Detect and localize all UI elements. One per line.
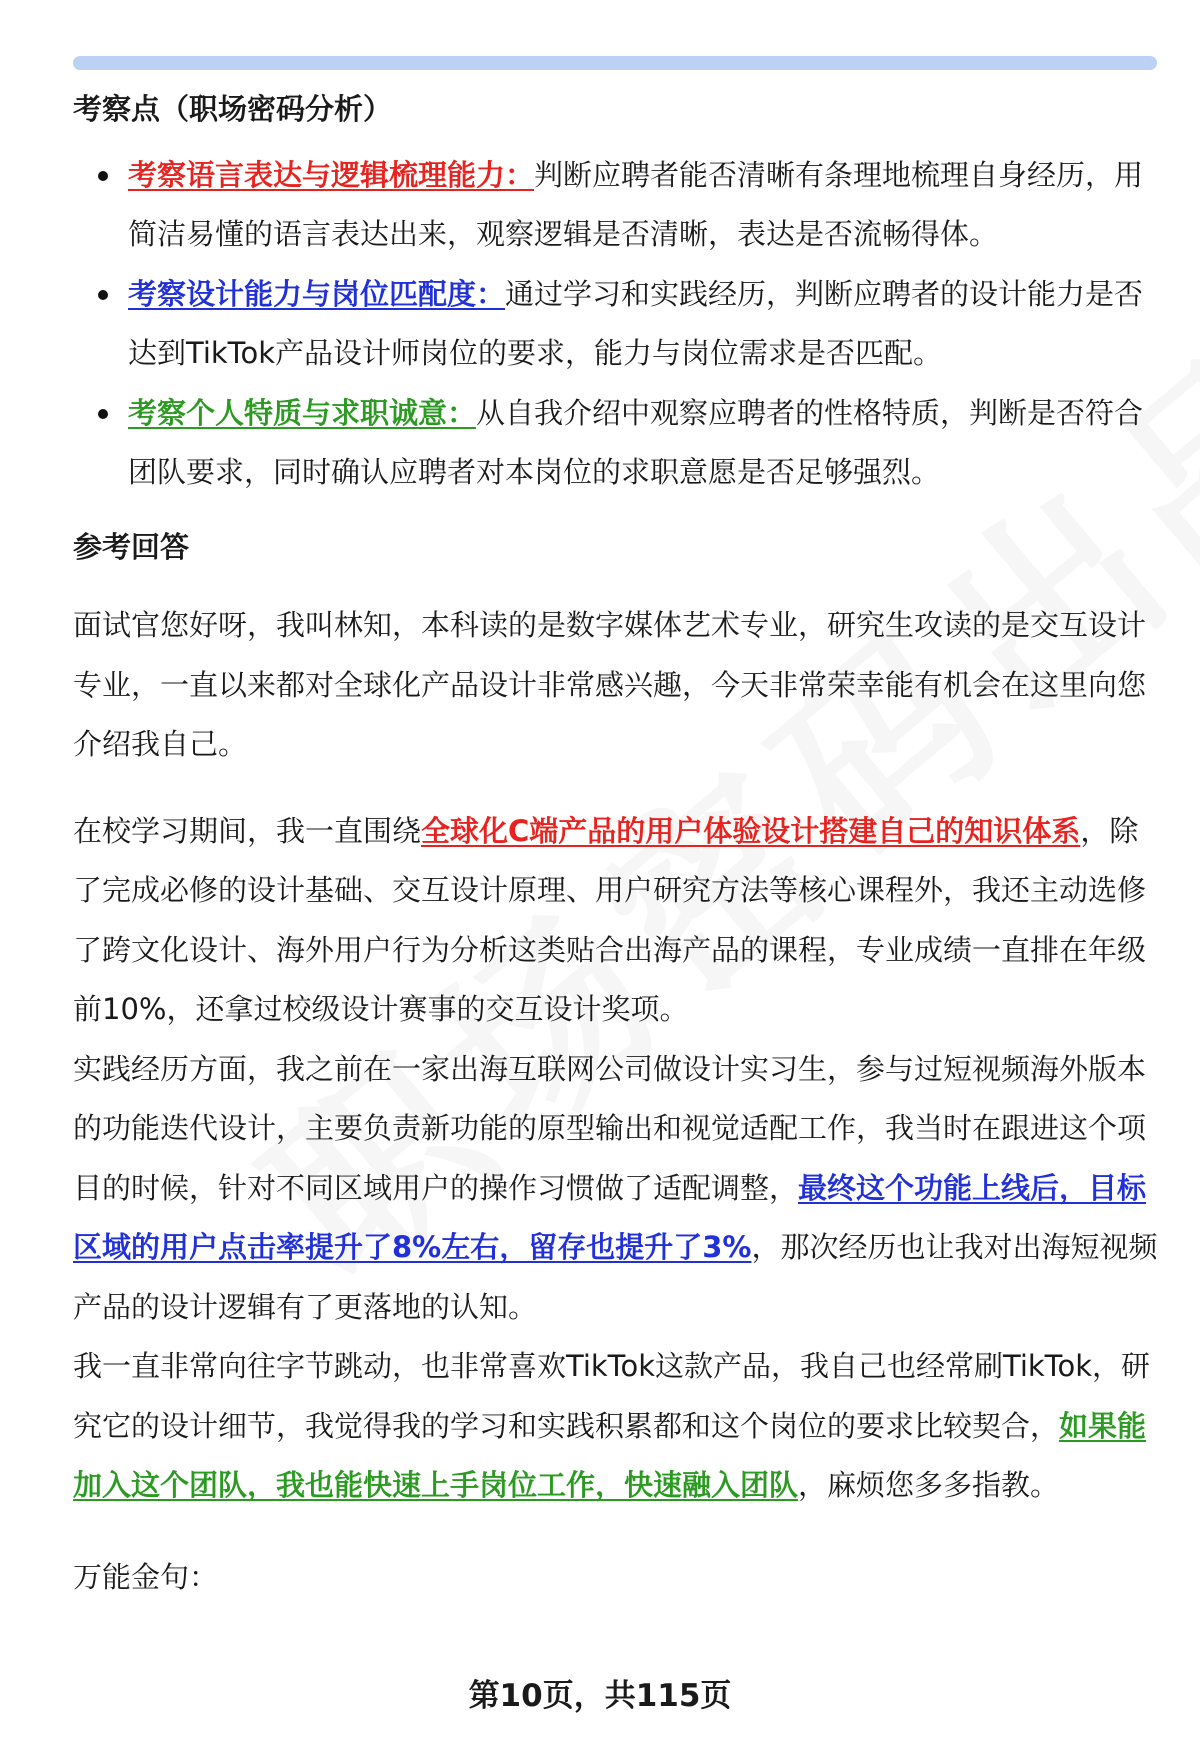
paragraph-highlight: 全球化C端产品的用户体验设计搭建自己的知识体系 (421, 813, 1081, 848)
document-body (73, 84, 1158, 1607)
list-item (73, 384, 1158, 502)
bullet-icon (98, 409, 108, 419)
assessment-points-list (73, 146, 1158, 502)
bullet-icon (98, 290, 108, 300)
point-highlight: 考察语言表达与逻辑梳理能力： (128, 158, 535, 192)
list-item (73, 146, 1158, 264)
point-highlight: 考察设计能力与岗位匹配度： (128, 277, 506, 311)
paragraph-text: ，那次经历也让我对出海短视频产品的设计逻辑有了更落地的认知。 (73, 1230, 1158, 1324)
paragraph-text: ，麻烦您多多指教。 (798, 1468, 1060, 1502)
answer-paragraph-intro: 面试官您好呀，我叫林知，本科读的是数字媒体艺术专业，研究生攻读的是交互设计专业，一直以来都对全球化产品设计非常感兴趣，今天非常荣幸能有机会在这里向您介绍我自己。 (73, 608, 1147, 761)
header-bar (73, 56, 1157, 70)
section-title-assessment: 考察点（职场密码分析） (73, 92, 393, 126)
bullet-icon (98, 171, 108, 181)
point-text: 通过学习和实践经历，判断应聘者的设计能力是否达到TikTok产品设计师岗位的要求，能力与岗位需求是否匹配。 (128, 277, 1144, 370)
answer-paragraph-motivation (73, 1337, 1158, 1516)
motto-label: 万能金句： (73, 1559, 219, 1594)
point-text: 从自我介绍中观察应聘者的性格特质，判断是否符合团队要求，同时确认应聘者对本岗位的求职意愿是否足够强烈。 (128, 396, 1144, 489)
point-text: 判断应聘者能否清晰有条理地梳理自身经历，用简洁易懂的语言表达出来，观察逻辑是否清晰，表达是否流畅得体。 (128, 158, 1144, 251)
answer-paragraph-study (73, 802, 1158, 1040)
paragraph-highlight: 最终这个功能上线后，目标区域的用户点击率提升了8%左右，留存也提升了3% (73, 1170, 1147, 1264)
paragraph-text: ，除了完成必修的设计基础、交互设计原理、用户研究方法等核心课程外，我还主动选修了跨文化设计、海外用户行为分析这类贴合出海产品的课程，专业成绩一直排在年级前10%，还拿过校级设计赛事的交互设计奖项。 (73, 813, 1147, 1026)
paragraph-text: 我一直非常向往字节跳动，也非常喜欢TikTok这款产品，我自己也经常刷TikTok，研究它的设计细节，我觉得我的学习和实践积累都和这个岗位的要求比较契合， (73, 1349, 1150, 1443)
page-number: 第10页，共115页 (468, 1678, 732, 1714)
paragraph-text: 在校学习期间，我一直围绕 (73, 813, 422, 848)
paragraph-highlight: 如果能加入这个团队，我也能快速上手岗位工作，快速融入团队 (73, 1408, 1147, 1502)
list-item (73, 265, 1158, 383)
section-title-reference-answer: 参考回答 (73, 530, 190, 564)
paragraph-text: 实践经历方面，我之前在一家出海互联网公司做设计实习生，参与过短视频海外版本的功能迭代设计，主要负责新功能的原型输出和视觉适配工作，我当时在跟进这个项目的时候，针对不同区域用户的操作习惯做了适配调整， (73, 1051, 1147, 1205)
point-highlight: 考察个人特质与求职诚意： (128, 396, 477, 430)
answer-paragraph-practice (73, 1040, 1158, 1338)
